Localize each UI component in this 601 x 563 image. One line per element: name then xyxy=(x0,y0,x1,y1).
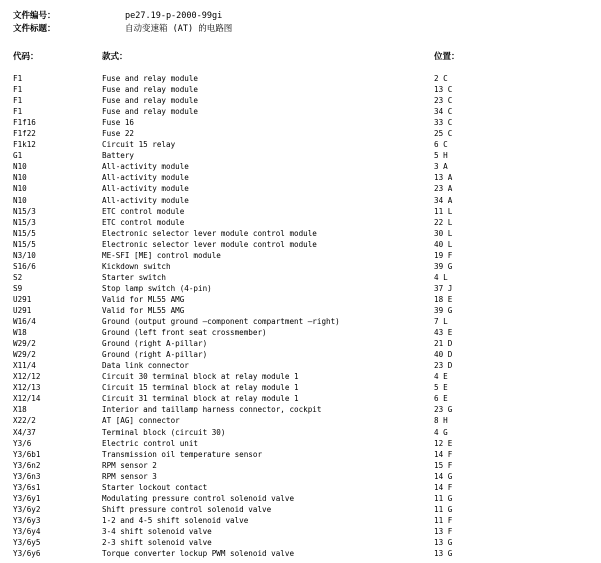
row-description: All-activity module xyxy=(102,173,189,183)
row-position: 39 G xyxy=(434,261,453,271)
row-position: 13 F xyxy=(434,526,453,536)
row-position: 13 A xyxy=(434,173,453,183)
row-description: Torque converter lockup PWM solenoid valve xyxy=(102,549,295,559)
row-description: All-activity module xyxy=(102,162,189,172)
row-code: S2 xyxy=(13,272,23,282)
row-code: X12/12 xyxy=(13,372,41,382)
row-code: Y3/6n2 xyxy=(13,460,41,470)
row-description: Circuit 15 terminal block at relay module 1 xyxy=(102,383,299,393)
row-code: W29/2 xyxy=(13,339,36,349)
table-row xyxy=(0,183,601,194)
row-position: 6 E xyxy=(434,394,448,404)
table-row xyxy=(0,294,601,305)
row-description: AT [AG] connector xyxy=(102,416,180,426)
row-position: 14 F xyxy=(434,482,453,492)
component-table xyxy=(0,73,601,559)
row-description: RPM sensor 3 xyxy=(102,471,157,481)
row-description: Fuse and relay module xyxy=(102,96,199,106)
row-position: 40 L xyxy=(434,239,453,249)
row-position: 30 L xyxy=(434,228,453,238)
doc-number-label: 文件编号： xyxy=(13,11,56,21)
row-code: N10 xyxy=(13,195,27,205)
row-description: All-activity module xyxy=(102,195,189,205)
table-row xyxy=(0,515,601,526)
row-description: Electric control unit xyxy=(102,438,199,448)
row-code: X11/4 xyxy=(13,361,36,371)
row-code: U291 xyxy=(13,294,32,304)
row-description: Shift pressure control solenoid valve xyxy=(102,504,272,514)
row-description: Ground (left front seat crossmember) xyxy=(102,328,267,338)
row-description: Circuit 30 terminal block at relay module 1 xyxy=(102,372,299,382)
row-position: 11 L xyxy=(434,206,453,216)
table-row xyxy=(0,371,601,382)
row-description: 3-4 shift solenoid valve xyxy=(102,526,212,536)
table-row xyxy=(0,449,601,460)
table-row xyxy=(0,415,601,426)
row-code: F1 xyxy=(13,107,23,117)
row-code: G1 xyxy=(13,151,23,161)
row-description: Starter lockout contact xyxy=(102,482,208,492)
row-code: F1 xyxy=(13,74,23,83)
row-description: Fuse and relay module xyxy=(102,85,199,95)
doc-title-value: 自动变速箱 (AT) 的电路图 xyxy=(125,24,233,34)
row-position: 23 A xyxy=(434,184,453,194)
row-description: Valid for ML55 AMG xyxy=(102,305,185,315)
table-row xyxy=(0,95,601,106)
row-description: Fuse and relay module xyxy=(102,107,199,117)
row-position: 4 G xyxy=(434,427,448,437)
row-code: N3/10 xyxy=(13,250,36,260)
row-code: F1k12 xyxy=(13,140,36,150)
row-code: Y3/6y6 xyxy=(13,549,41,559)
table-row xyxy=(0,471,601,482)
table-row xyxy=(0,217,601,228)
row-position: 22 L xyxy=(434,217,453,227)
row-position: 21 D xyxy=(434,339,453,349)
table-row xyxy=(0,261,601,272)
row-code: U291 xyxy=(13,305,32,315)
row-code: F1f22 xyxy=(13,129,36,139)
row-position: 23 G xyxy=(434,405,453,415)
row-position: 14 G xyxy=(434,471,453,481)
table-row xyxy=(0,195,601,206)
row-code: Y3/6 xyxy=(13,438,32,448)
row-position: 37 J xyxy=(434,283,453,293)
row-code: S16/6 xyxy=(13,261,36,271)
row-description: Circuit 31 terminal block at relay module 1 xyxy=(102,394,299,404)
row-code: Y3/6b1 xyxy=(13,449,41,459)
table-row xyxy=(0,537,601,548)
row-code: Y3/6s1 xyxy=(13,482,41,492)
row-code: Y3/6n3 xyxy=(13,471,41,481)
row-position: 2 C xyxy=(434,74,448,83)
row-description: Ground (output ground —component compartment —right) xyxy=(102,317,340,327)
row-description: Electronic selector lever module control module xyxy=(102,228,317,238)
row-description: Terminal block (circuit 30) xyxy=(102,427,226,437)
table-row xyxy=(0,73,601,84)
doc-title-label: 文件标题： xyxy=(13,24,56,34)
table-row xyxy=(0,172,601,183)
table-row xyxy=(0,460,601,471)
table-row xyxy=(0,150,601,161)
row-position: 19 F xyxy=(434,250,453,260)
row-position: 8 H xyxy=(434,416,448,426)
row-description: ME-SFI [ME] control module xyxy=(102,250,221,260)
row-code: W16/4 xyxy=(13,317,36,327)
table-row xyxy=(0,427,601,438)
row-code: N15/5 xyxy=(13,239,36,249)
row-description: ETC control module xyxy=(102,206,185,216)
row-position: 39 G xyxy=(434,305,453,315)
row-description: Ground (right A-pillar) xyxy=(102,350,208,360)
table-row xyxy=(0,548,601,559)
table-row xyxy=(0,338,601,349)
row-code: Y3/6y1 xyxy=(13,493,41,503)
row-code: X12/14 xyxy=(13,394,41,404)
row-code: N15/3 xyxy=(13,217,36,227)
table-row xyxy=(0,84,601,95)
table-row xyxy=(0,250,601,261)
row-code: Y3/6y5 xyxy=(13,537,41,547)
row-description: 2-3 shift solenoid valve xyxy=(102,537,212,547)
table-row xyxy=(0,228,601,239)
row-description: Fuse 22 xyxy=(102,129,135,139)
row-position: 18 E xyxy=(434,294,453,304)
row-code: N15/3 xyxy=(13,206,36,216)
table-row xyxy=(0,239,601,250)
row-position: 4 E xyxy=(434,372,448,382)
row-position: 13 C xyxy=(434,85,453,95)
row-code: W29/2 xyxy=(13,350,36,360)
row-description: ETC control module xyxy=(102,217,185,227)
table-row xyxy=(0,305,601,316)
row-position: 40 D xyxy=(434,350,453,360)
table-row xyxy=(0,283,601,294)
table-row xyxy=(0,382,601,393)
column-header-code: 代码： xyxy=(13,52,39,62)
row-position: 34 C xyxy=(434,107,453,117)
table-row xyxy=(0,128,601,139)
row-position: 13 G xyxy=(434,549,453,559)
row-description: All-activity module xyxy=(102,184,189,194)
row-description: Interior and taillamp harness connector, cockpit xyxy=(102,405,322,415)
row-code: Y3/6y4 xyxy=(13,526,41,536)
row-code: Y3/6y3 xyxy=(13,515,41,525)
row-position: 7 L xyxy=(434,317,448,327)
table-row xyxy=(0,272,601,283)
row-description: Circuit 15 relay xyxy=(102,140,176,150)
row-description: 1-2 and 4-5 shift solenoid valve xyxy=(102,515,249,525)
column-header-style: 款式： xyxy=(102,52,128,62)
row-position: 11 G xyxy=(434,504,453,514)
row-position: 14 F xyxy=(434,449,453,459)
row-code: N10 xyxy=(13,173,27,183)
table-row xyxy=(0,526,601,537)
row-code: F1f16 xyxy=(13,118,36,128)
row-position: 5 E xyxy=(434,383,448,393)
row-description: Transmission oil temperature sensor xyxy=(102,449,263,459)
row-description: Data link connector xyxy=(102,361,189,371)
row-code: F1 xyxy=(13,85,23,95)
row-code: X4/37 xyxy=(13,427,36,437)
row-description: Stop lamp switch (4-pin) xyxy=(102,283,212,293)
row-description: Modulating pressure control solenoid valve xyxy=(102,493,295,503)
row-position: 34 A xyxy=(434,195,453,205)
table-row xyxy=(0,438,601,449)
table-row xyxy=(0,404,601,415)
row-position: 11 F xyxy=(434,515,453,525)
row-code: X12/13 xyxy=(13,383,41,393)
row-code: N10 xyxy=(13,184,27,194)
row-position: 12 E xyxy=(434,438,453,448)
table-row xyxy=(0,349,601,360)
row-description: Starter switch xyxy=(102,272,167,282)
table-row xyxy=(0,360,601,371)
row-code: X18 xyxy=(13,405,27,415)
column-header-position: 位置： xyxy=(434,52,460,62)
row-position: 5 H xyxy=(434,151,448,161)
table-row xyxy=(0,117,601,128)
table-row xyxy=(0,482,601,493)
row-position: 13 G xyxy=(434,537,453,547)
row-code: X22/2 xyxy=(13,416,36,426)
row-position: 33 C xyxy=(434,118,453,128)
row-description: Electronic selector lever module control module xyxy=(102,239,317,249)
table-row xyxy=(0,327,601,338)
table-row xyxy=(0,316,601,327)
row-position: 23 C xyxy=(434,96,453,106)
table-row xyxy=(0,493,601,504)
table-row xyxy=(0,206,601,217)
row-description: Kickdown switch xyxy=(102,261,171,271)
row-position: 23 D xyxy=(434,361,453,371)
row-description: Valid for ML55 AMG xyxy=(102,294,185,304)
row-code: F1 xyxy=(13,96,23,106)
row-position: 3 A xyxy=(434,162,448,172)
table-row xyxy=(0,161,601,172)
row-position: 15 F xyxy=(434,460,453,470)
table-row xyxy=(0,393,601,404)
row-position: 11 G xyxy=(434,493,453,503)
row-code: W18 xyxy=(13,328,27,338)
row-code: N15/5 xyxy=(13,228,36,238)
row-description: Battery xyxy=(102,151,135,161)
row-description: Ground (right A-pillar) xyxy=(102,339,208,349)
row-code: Y3/6y2 xyxy=(13,504,41,514)
table-row xyxy=(0,106,601,117)
row-code: S9 xyxy=(13,283,23,293)
row-position: 43 E xyxy=(434,328,453,338)
row-position: 6 C xyxy=(434,140,448,150)
row-position: 4 L xyxy=(434,272,448,282)
row-description: RPM sensor 2 xyxy=(102,460,157,470)
doc-number-value: pe27.19-p-2000-99gi xyxy=(125,11,223,21)
row-code: N10 xyxy=(13,162,27,172)
row-position: 25 C xyxy=(434,129,453,139)
row-description: Fuse and relay module xyxy=(102,74,199,83)
table-row xyxy=(0,504,601,515)
row-description: Fuse 16 xyxy=(102,118,135,128)
table-row xyxy=(0,139,601,150)
